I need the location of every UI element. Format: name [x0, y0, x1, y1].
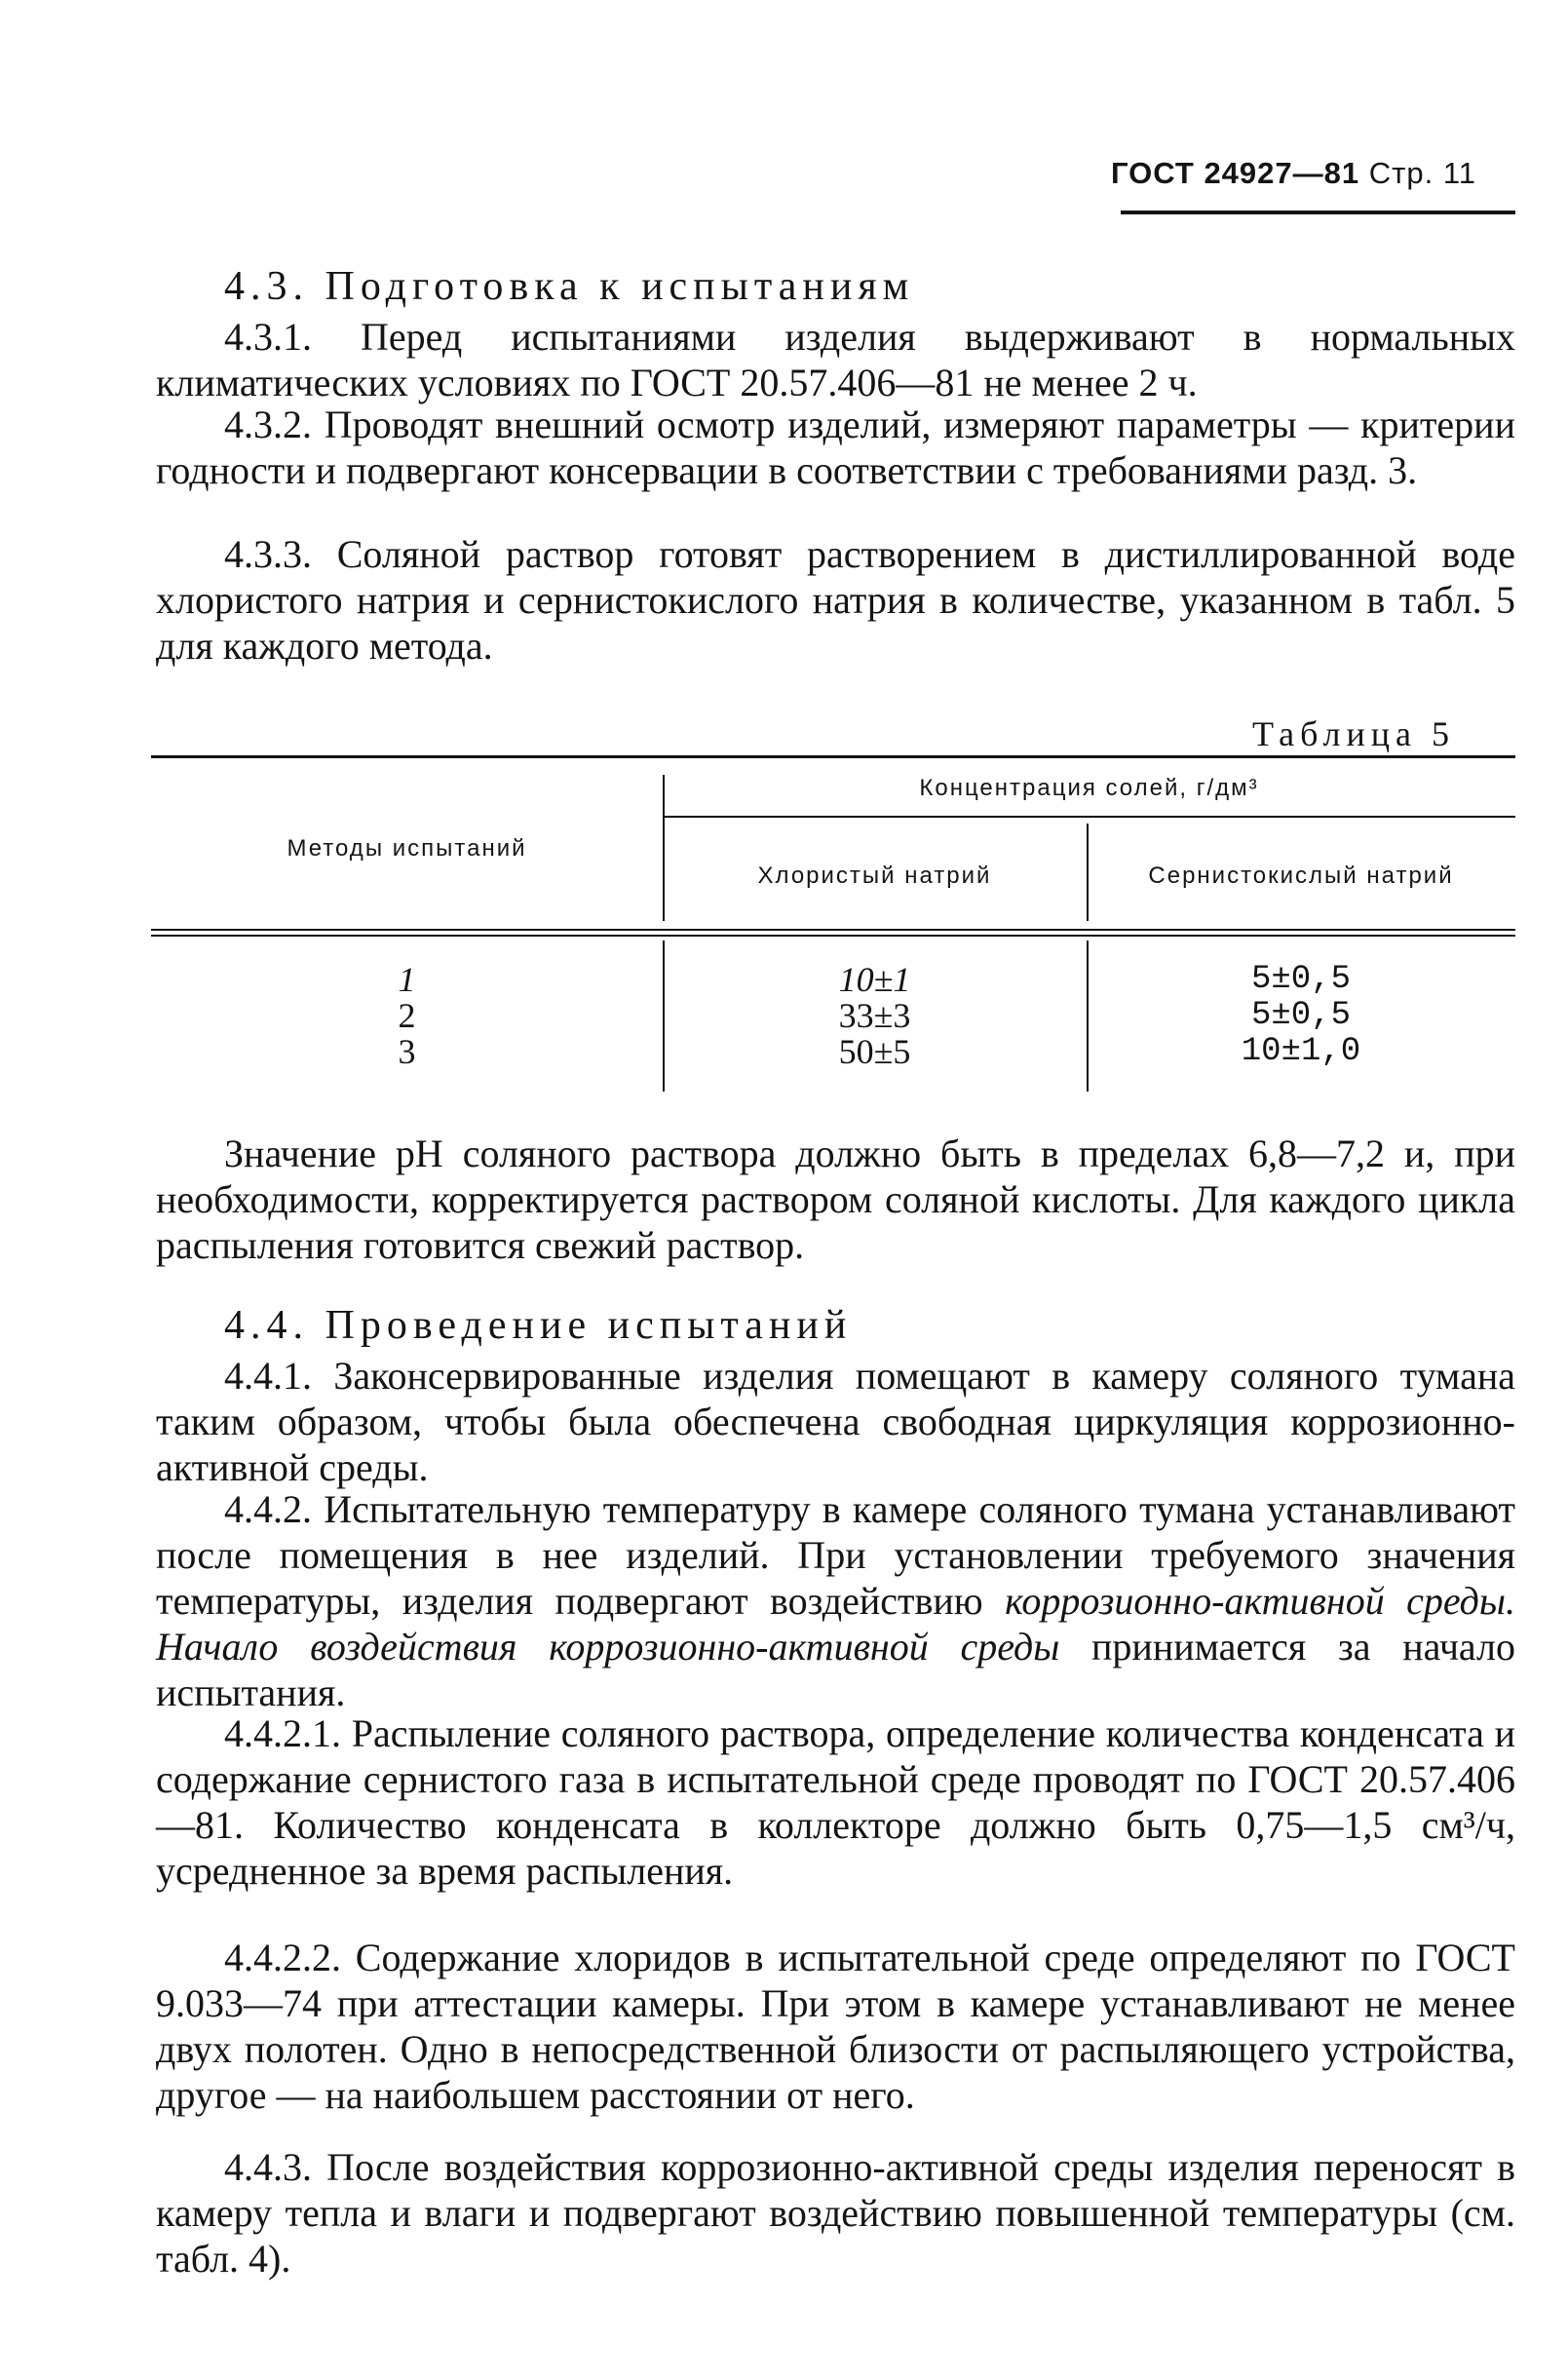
page-number: Стр. 11	[1368, 156, 1476, 190]
paragraph-4-4-1: 4.4.1. Законсервированные изделия помещают в камеру соляного тумана таким образом, чтобы была обеспечена свободная циркуляция коррозионно-активной среды.	[156, 1354, 1515, 1489]
paragraph-4-3-1: 4.3.1. Перед испытаниями изделия выдерживают в нормальных климатических условиях по ГОСТ 20.57.406—81 не менее 2 ч.	[156, 315, 1515, 404]
table-subheader-rule	[663, 816, 1515, 818]
paragraph-4-3-3: 4.3.3. Соляной раствор готовят растворением в дистиллированной воде хлористого натрия и сернистокислого натрия в количестве, указанном в табл. 5 для каждого метода.	[156, 532, 1515, 668]
section-title-4-3: 4.3. Подготовка к испытаниям	[224, 264, 915, 309]
paragraph-4-4-2-end: принимается за начало испытания.	[156, 1625, 1516, 1714]
table-cell-na2so3: 5±0,5	[1250, 997, 1352, 1034]
paragraph-4-4-2-1: 4.4.2.1. Распыление соляного раствора, определение количества конденсата и содержание сернистого газа в испытательной среде проводят по ГОСТ 20.57.406—81. Количество конденсата в коллекторе должно быть 0,75—1,5 см³/ч, усредненное за время распыления.	[156, 1711, 1515, 1893]
table-cell-na2so3: 10±1,0	[1241, 1033, 1361, 1070]
table-cell-method: 3	[398, 1032, 416, 1071]
table-cell-nacl: 50±5	[838, 1032, 911, 1071]
paragraph-ph: Значение pH соляного раствора должно быть в пределах 6,8—7,2 и, при необходимости, корректируется раствором соляной кислоты. Для каждого цикла распыления готовится свежий раствор.	[156, 1132, 1515, 1267]
header-nacl: Хлористый натрий	[757, 863, 992, 889]
header-methods: Методы испытаний	[287, 835, 527, 862]
table-header-rule-1	[151, 929, 1515, 931]
header-rule	[1121, 211, 1515, 214]
table-cell-nacl: 33±3	[838, 996, 911, 1035]
paragraph-4-4-2-2: 4.4.2.2. Содержание хлоридов в испытательной среде определяют по ГОСТ 9.033—74 при аттестации камеры. При этом в камере устанавливают не менее двух полотен. Одно в непосредственной близости от распыляющего устройства, другое — на наибольшем расстоянии от него.	[156, 1936, 1515, 2117]
page-header	[1111, 156, 1476, 191]
paragraph-4-3-2: 4.3.2. Проводят внешний осмотр изделий, измеряют параметры — критерии годности и подвергают консервации в соответствии с требованиями разд. 3.	[156, 403, 1515, 492]
table-cell-na2so3: 5±0,5	[1250, 961, 1352, 998]
section-title-4-4: 4.4. Проведение испытаний	[224, 1303, 853, 1348]
paragraph-4-4-2-italic: коррозионно-активной среды. Начало воздействия коррозионно-активной среды	[156, 1579, 1516, 1669]
header-concentration: Концентрация солей, г/дм³	[919, 775, 1259, 801]
column-nacl	[663, 962, 1087, 1070]
table-header-rule-2	[151, 935, 1515, 937]
paragraph-4-4-2-text: 4.4.2. Испытательную температуру в камере соляного тумана устанавливают после помещения в нее изделий. При установлении требуемого значения температуры, изделия подвергают воздействию	[156, 1487, 1515, 1623]
header-na2so3: Сернистокислый натрий	[1148, 863, 1454, 889]
table-top-rule	[151, 755, 1515, 758]
paragraph-4-4-2	[156, 1486, 1515, 1715]
table-5	[151, 755, 1515, 1096]
column-na2so3	[1087, 962, 1515, 1070]
paragraph-4-4-3: 4.4.3. После воздействия коррозионно-активной среды изделия переносят в камеру тепла и влаги и подвергают воздействию повышенной температуры (см. табл. 4).	[156, 2145, 1515, 2281]
table-cell-method: 2	[398, 996, 416, 1035]
document-number: ГОСТ 24927—81	[1111, 156, 1360, 190]
table-cell-method: 1	[398, 960, 416, 999]
table-cell-nacl: 10±1	[838, 960, 911, 999]
column-methods	[151, 962, 663, 1070]
table-caption: Таблица 5	[1252, 714, 1455, 753]
